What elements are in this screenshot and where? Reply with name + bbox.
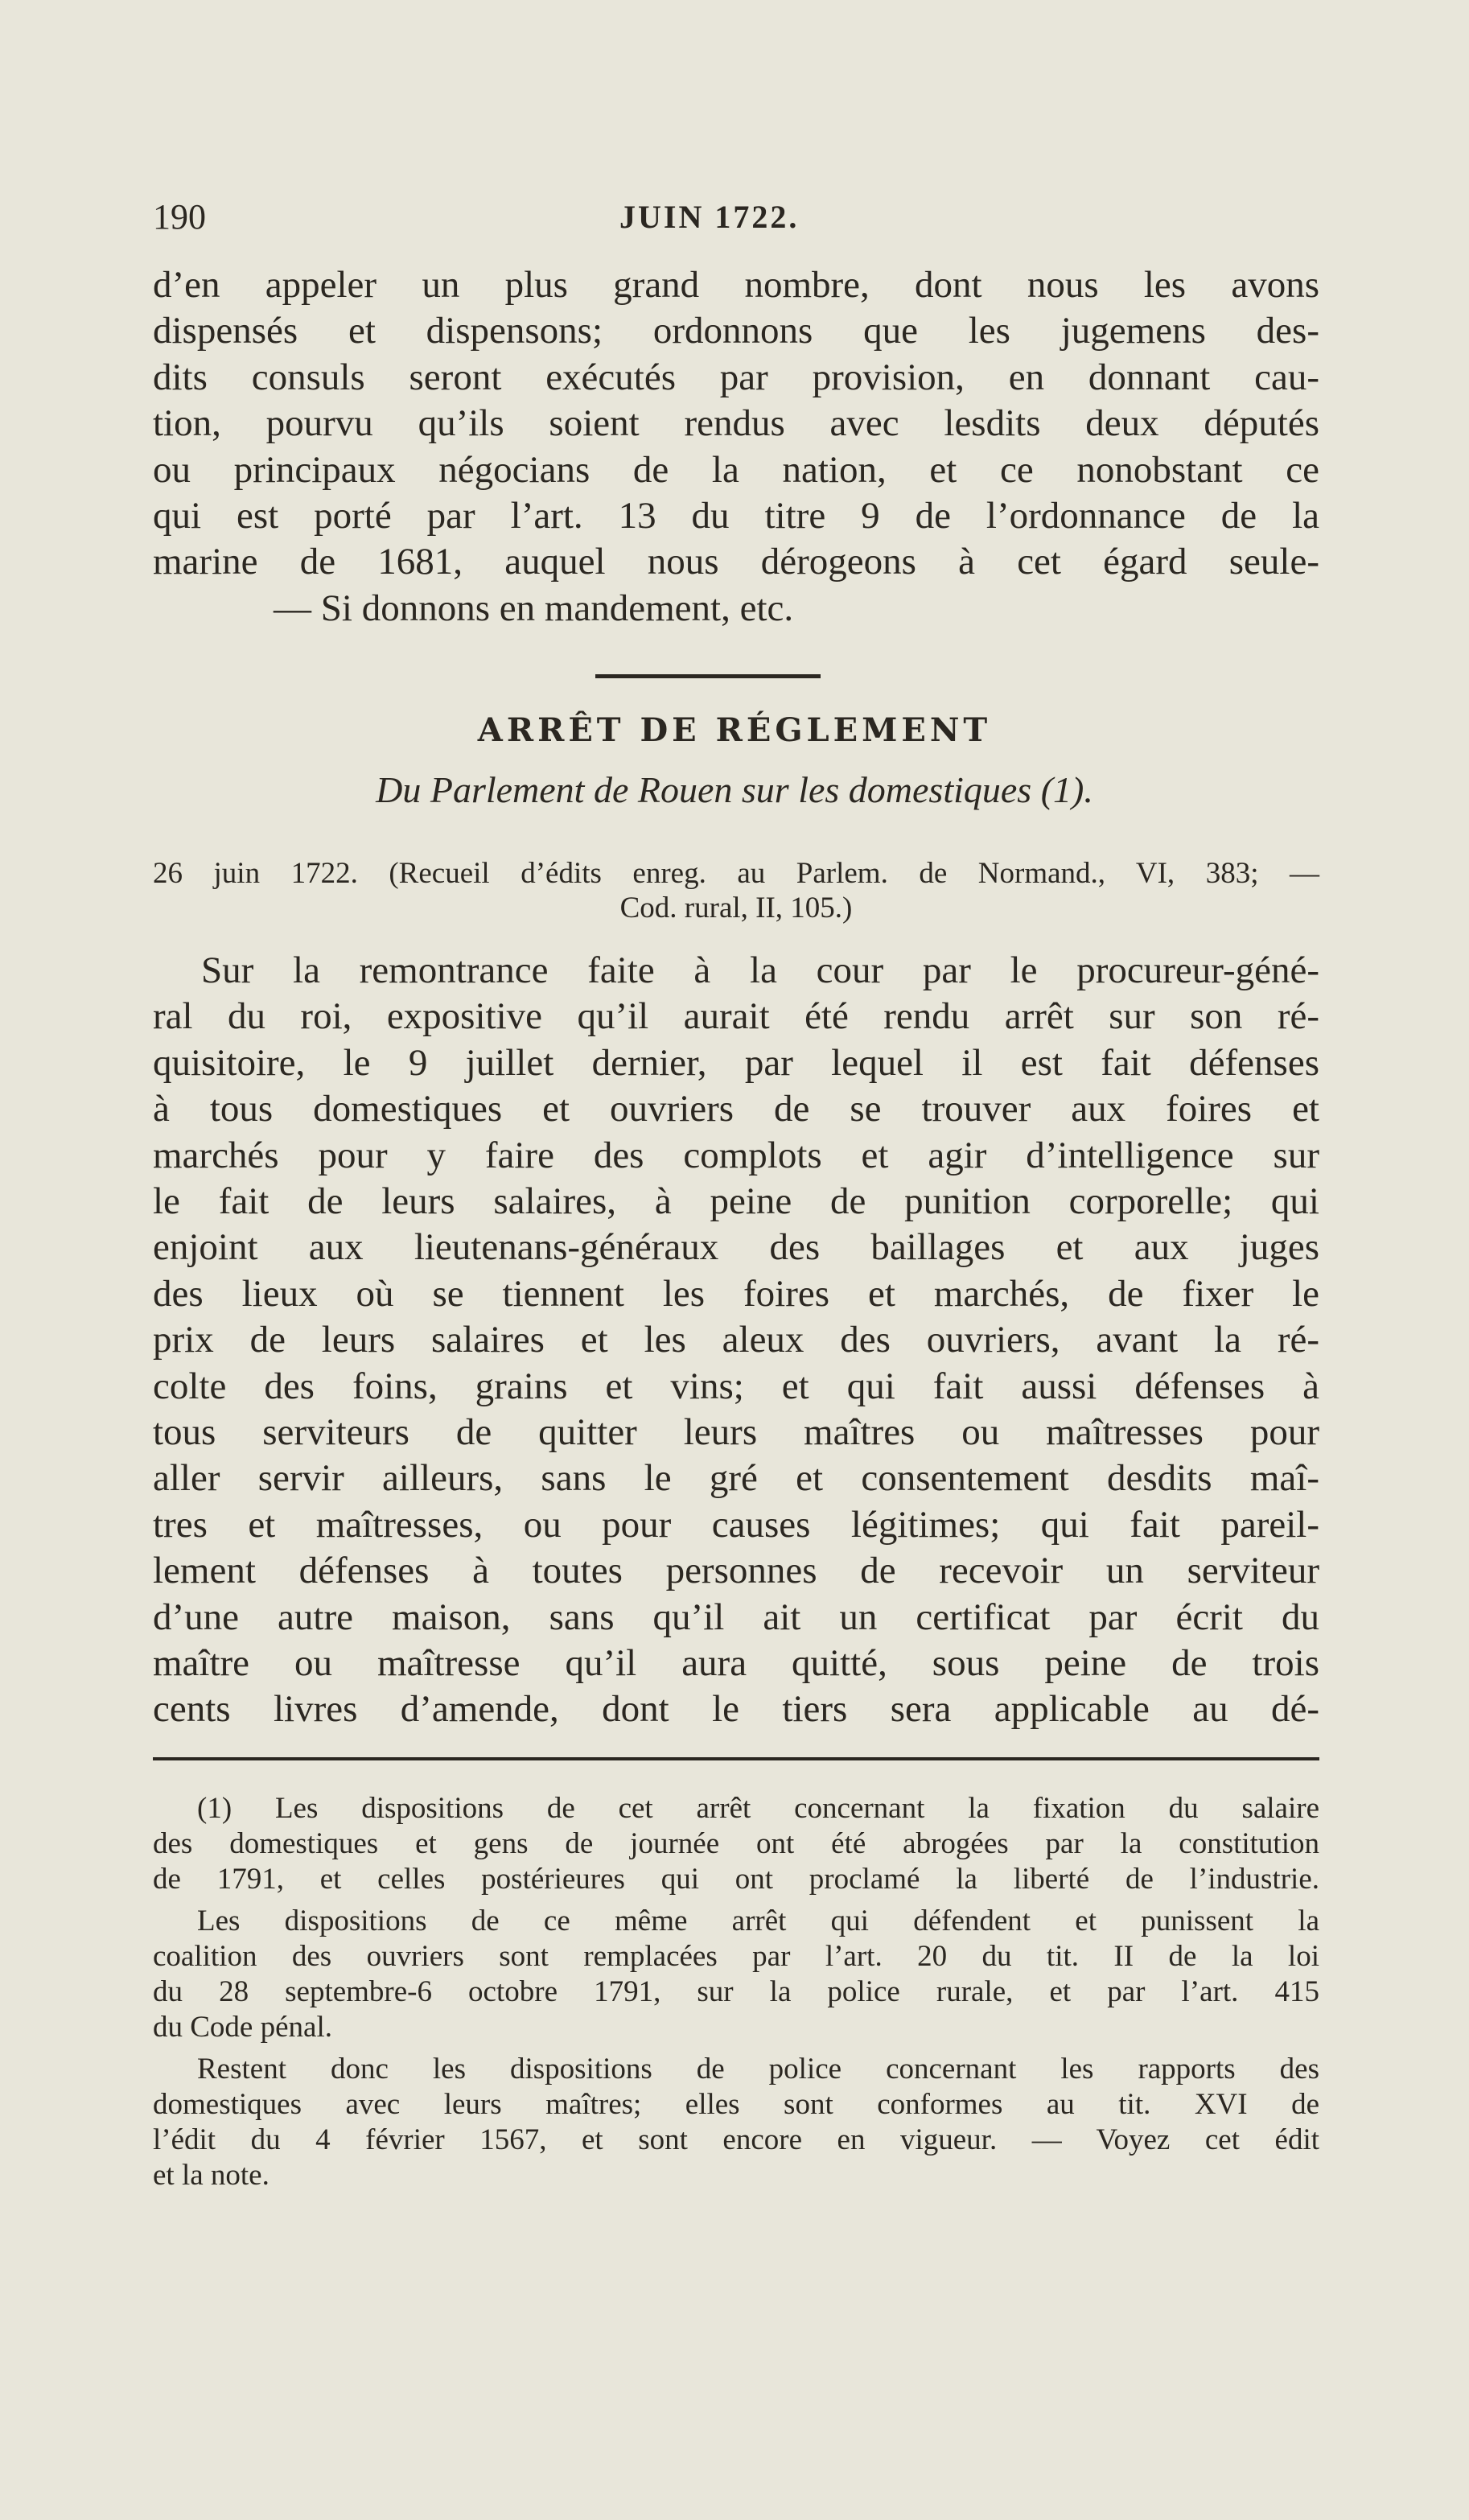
text-line: des lieux où se tiennent les foires et marchés, de fixer le	[153, 1272, 1319, 1315]
text-line: marchés pour y faire des complots et agir d’intelligence sur	[153, 1134, 1319, 1176]
footnote-line: Les dispositions de ce même arrêt qui défendent et punissent la	[197, 1904, 1319, 1937]
footnote-line: de 1791, et celles postérieures qui ont proclamé la liberté de l’industrie.	[153, 1863, 1319, 1896]
footnote-line: l’édit du 4 février 1567, et sont encore en vigueur. — Voyez cet édit	[153, 2123, 1319, 2156]
footnote-line: du Code pénal.	[153, 2011, 332, 2044]
text-line: quisitoire, le 9 juillet dernier, par lequel il est fait défenses	[153, 1041, 1319, 1084]
footnote-line: Restent donc les dispositions de police concernant les rapports des	[197, 2053, 1319, 2086]
section-subtitle: Du Parlement de Rouen sur les domestiques (1).	[376, 769, 1093, 810]
text-line: dispensés et dispensons; ordonnons que les jugemens des-	[153, 310, 1319, 352]
section-divider	[595, 674, 821, 678]
text-line: le fait de leurs salaires, à peine de punition corporelle; qui	[153, 1180, 1319, 1222]
footnote-line: (1) Les dispositions de cet arrêt concernant la fixation du salaire	[197, 1792, 1319, 1825]
text-line: d’une autre maison, sans qu’il ait un certificat par écrit du	[153, 1596, 1319, 1638]
text-line: marine de 1681, auquel nous dérogeons à cet égard seule-	[153, 541, 1319, 583]
running-title: JUIN 1722.	[619, 199, 800, 235]
text-line: cents livres d’amende, dont le tiers sera applicable au dé-	[153, 1688, 1319, 1731]
text-line: dits consuls seront exécutés par provision, en donnant cau-	[153, 356, 1319, 398]
text-line: maître ou maîtresse qu’il aura quitté, sous peine de trois	[153, 1642, 1319, 1684]
text-line: lement défenses à toutes personnes de recevoir un serviteur	[153, 1550, 1319, 1592]
text-line: qui est porté par l’art. 13 du titre 9 de l’ordonnance de la	[153, 495, 1319, 537]
source-line: Cod. rural, II, 105.)	[619, 891, 853, 924]
text-line: colte des foins, grains et vins; et qui fait aussi défenses à	[153, 1365, 1319, 1407]
text-line: ral du roi, expositive qu’il aurait été rendu arrêt sur son ré-	[153, 995, 1319, 1038]
page-number: 190	[153, 197, 206, 237]
source-line: 26 juin 1722. (Recueil d’édits enreg. au Parlem. de Normand., VI, 383; —	[153, 857, 1319, 890]
footnote-line: domestiques avec leurs maîtres; elles sont conformes au tit. XVI de	[153, 2088, 1319, 2121]
text-line: d’en appeler un plus grand nombre, dont nous les avons	[153, 264, 1319, 306]
text-line: ou principaux négocians de la nation, et ce nonobstant ce	[153, 448, 1319, 491]
footnote-rule	[153, 1757, 1319, 1760]
text-line: tres et maîtresses, ou pour causes légitimes; qui fait pareil-	[153, 1503, 1319, 1546]
footnote-line: coalition des ouvriers sont remplacées par l’art. 20 du tit. II de la loi	[153, 1940, 1319, 1973]
text-line: prix de leurs salaires et les aleux des ouvriers, avant la ré-	[153, 1319, 1319, 1361]
text-line: — Si donnons en mandement, etc.	[274, 587, 794, 629]
footnote-line: des domestiques et gens de journée ont été abrogées par la constitution	[153, 1827, 1319, 1860]
text-line: à tous domestiques et ouvriers de se trouver aux foires et	[153, 1088, 1319, 1130]
text-line: aller servir ailleurs, sans le gré et consentement desdits maî-	[153, 1457, 1319, 1500]
text-line: tous serviteurs de quitter leurs maîtres ou maîtresses pour	[153, 1411, 1319, 1453]
text-line: Sur la remontrance faite à la cour par le procureur-géné-	[201, 949, 1319, 991]
footnote-line: du 28 septembre-6 octobre 1791, sur la police rurale, et par l’art. 415	[153, 1975, 1319, 2008]
text-line: enjoint aux lieutenans-généraux des baillages et aux juges	[153, 1226, 1319, 1269]
footnote-line: et la note.	[153, 2159, 270, 2192]
section-title: ARRÊT DE RÉGLEMENT	[477, 711, 992, 749]
text-line: tion, pourvu qu’ils soient rendus avec lesdits deux députés	[153, 402, 1319, 445]
